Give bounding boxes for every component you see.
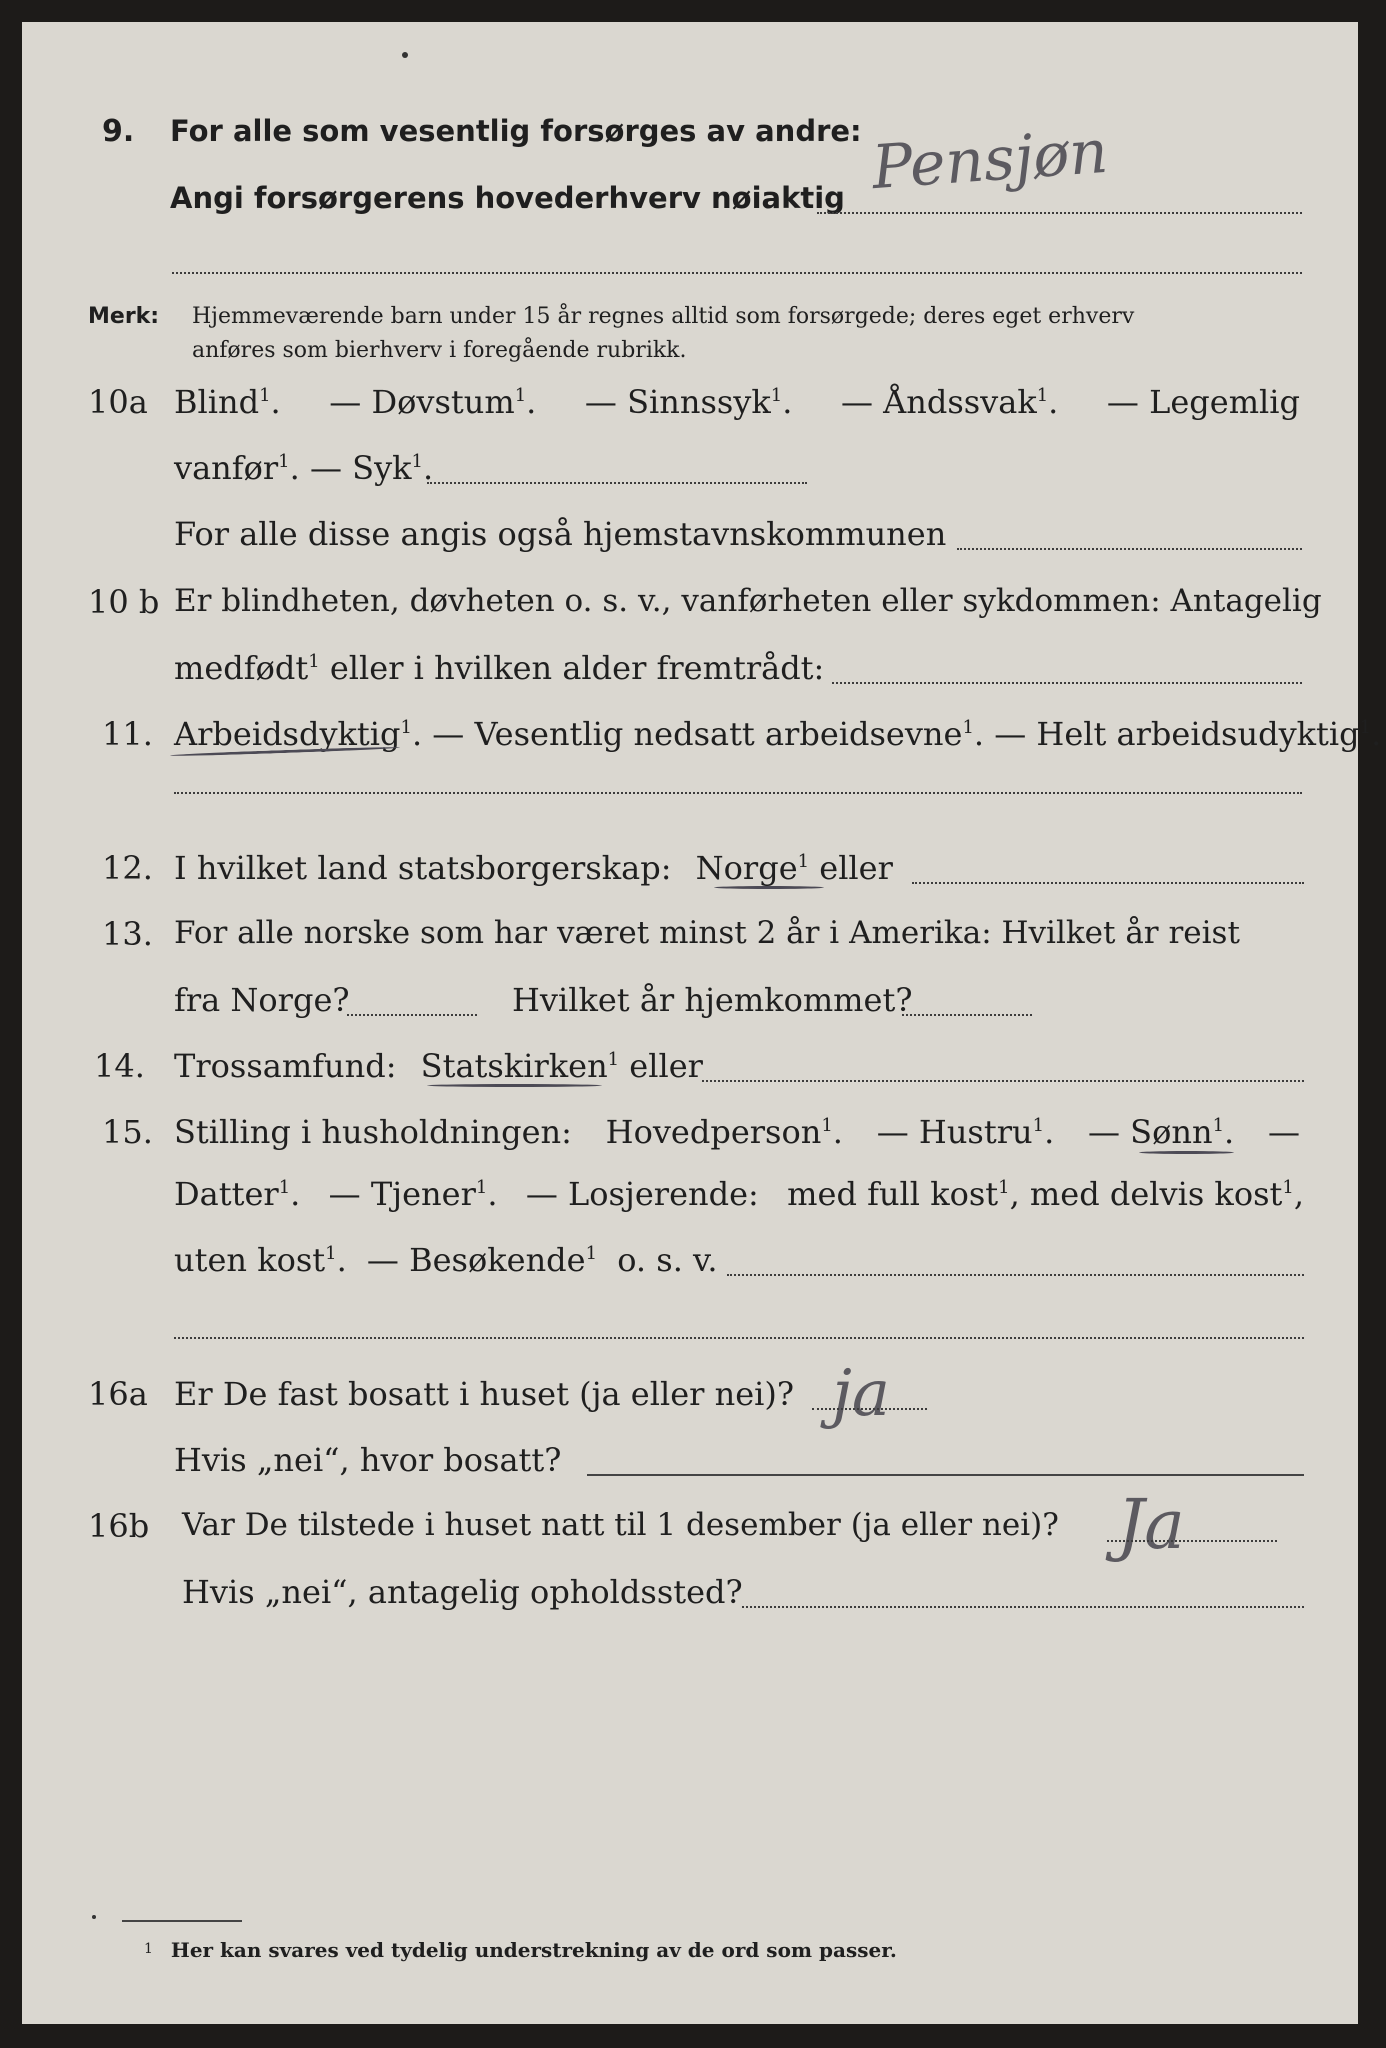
option-uten-kost: uten kost$^1$. xyxy=(174,1241,347,1279)
q9-answer-line xyxy=(817,212,1302,214)
q10b-answer-line xyxy=(832,682,1302,684)
q13-hjem-line xyxy=(902,1014,1032,1016)
q10a-line2 xyxy=(174,449,434,487)
q9-handwritten-answer: Pensjøn xyxy=(869,116,1111,204)
option-syk: — Syk$^1$. xyxy=(309,449,434,487)
q16a-answer-line xyxy=(812,1408,927,1410)
q9-line1: For alle som vesentlig forsørges av andre: xyxy=(170,114,862,148)
option-datter: Datter$^1$. xyxy=(174,1175,301,1213)
option-vanfor: vanfør$^1$. xyxy=(174,449,300,487)
option-full-kost: med full kost$^1$, med delvis kost$^1$, xyxy=(787,1175,1304,1213)
q15-answer-line xyxy=(727,1274,1304,1276)
q12-answer-line xyxy=(912,882,1304,884)
option-dovstum: — Døvstum$^1$. xyxy=(329,383,537,421)
q9-number: 9. xyxy=(102,114,135,149)
q15-line1: Stilling i husholdningen: Hovedperson$^1$. — Hustru$^1$. — Sønn$^1$. — xyxy=(174,1113,1300,1151)
q16a-handwritten-answer: ja xyxy=(832,1357,890,1431)
q16a-line1: Er De fast bosatt i huset (ja eller nei)? xyxy=(174,1375,795,1413)
q14-line: Trossamfund: Statskirken$^1$ eller xyxy=(174,1047,703,1085)
q11-blank-line xyxy=(174,792,1302,794)
footnote-mark: 1 xyxy=(144,1941,153,1957)
census-form-page xyxy=(22,22,1382,2024)
option-besokende: — Besøkende$^1$ xyxy=(366,1241,598,1279)
q15-line3: uten kost$^1$. — Besøkende$^1$ o. s. v. xyxy=(174,1241,718,1279)
q16b-opholdssted-line xyxy=(742,1606,1304,1608)
q10b-number: 10 b xyxy=(88,583,160,621)
q13-fra-line xyxy=(347,1014,477,1016)
q16b-line2: Hvis „nei“, antagelig opholdssted? xyxy=(182,1573,743,1611)
q13-line1: For alle norske som har været minst 2 år i Amerika: Hvilket år reist xyxy=(174,915,1240,951)
q10b-line1: Er blindheten, døvheten o. s. v., vanførheten eller sykdommen: Antagelig xyxy=(174,583,1322,619)
footnote-separator xyxy=(122,1920,242,1922)
q10a-number: 10a xyxy=(88,383,148,421)
q16a-line2: Hvis „nei“, hvor bosatt? xyxy=(174,1441,562,1479)
option-norge: Norge$^1$ xyxy=(695,849,810,887)
merk-label: Merk: xyxy=(88,304,160,329)
option-medfodt: medfødt$^1$ xyxy=(174,649,320,687)
option-arbeidsdyktig: Arbeidsdyktig$^1$ xyxy=(174,715,412,753)
q12-number: 12. xyxy=(102,849,153,887)
q16a-bosatt-line xyxy=(587,1474,1304,1476)
q10a-syk-line xyxy=(427,482,807,484)
merk-line2: anføres som bierhverv i foregående rubrikk. xyxy=(192,338,687,363)
q16b-handwritten-answer: Ja xyxy=(1117,1486,1185,1565)
option-blind: Blind$^1$. xyxy=(174,383,281,421)
option-sinnssyk: — Sinnssyk$^1$. xyxy=(584,383,793,421)
ink-dot xyxy=(402,52,408,58)
option-hovedperson: Hovedperson$^1$. xyxy=(605,1113,843,1151)
option-statskirken: Statskirken$^1$ xyxy=(420,1047,620,1085)
q13-hjemkommet: Hvilket år hjemkommet? xyxy=(512,981,913,1019)
underline-sonn xyxy=(1139,1151,1234,1154)
q14-number: 14. xyxy=(94,1047,145,1085)
q10a-line3: For alle disse angis også hjemstavnskommunen xyxy=(174,515,947,553)
q10a-hjemstavn-line xyxy=(957,548,1302,550)
q10b-line2: medfødt$^1$ eller i hvilken alder fremtrådt: xyxy=(174,649,825,687)
footnote-ink-dot xyxy=(92,1915,96,1919)
option-legemlig: — Legemlig xyxy=(1106,383,1300,421)
option-tjener: — Tjener$^1$. xyxy=(328,1175,498,1213)
option-sonn: — Sønn$^1$. xyxy=(1088,1113,1235,1151)
q14-answer-line xyxy=(702,1080,1304,1082)
q9-blank-line xyxy=(172,272,1302,274)
q15-blank-line xyxy=(174,1337,1304,1339)
option-andssvak: — Åndssvak$^1$. xyxy=(840,383,1059,421)
q13-number: 13. xyxy=(102,915,153,953)
footnote-text: Her kan svares ved tydelig understrekning av de ord som passer. xyxy=(170,1938,897,1962)
footnote xyxy=(144,1940,897,1960)
q16b-number: 16b xyxy=(88,1507,150,1545)
option-hustru: — Hustru$^1$. xyxy=(876,1113,1055,1151)
q13-fra-norge: fra Norge? xyxy=(174,981,350,1019)
q16b-answer-line xyxy=(1107,1540,1277,1542)
q11-number: 11. xyxy=(102,715,153,753)
q9-line2: Angi forsørgerens hovederhverv nøiaktig xyxy=(170,181,845,215)
q10a-line1 xyxy=(174,383,1300,421)
merk-line1: Hjemmeværende barn under 15 år regnes alltid som forsørgede; deres eget erhverv xyxy=(192,304,1135,329)
underline-norge xyxy=(714,886,824,889)
q15-line2: Datter$^1$. — Tjener$^1$. — Losjerende: med full kost$^1$, med delvis kost$^1$, xyxy=(174,1175,1304,1213)
q15-number: 15. xyxy=(102,1113,153,1151)
q12-line: I hvilket land statsborgerskap: Norge$^1$ eller xyxy=(174,849,893,887)
q16b-line1: Var De tilstede i huset natt til 1 desember (ja eller nei)? xyxy=(182,1507,1059,1543)
underline-statskirken xyxy=(427,1084,602,1087)
q16a-number: 16a xyxy=(88,1375,148,1413)
q11-line: Arbeidsdyktig$^1$. — Vesentlig nedsatt arbeidsevne$^1$. — Helt arbeidsudyktig$^1$. xyxy=(174,715,1382,753)
